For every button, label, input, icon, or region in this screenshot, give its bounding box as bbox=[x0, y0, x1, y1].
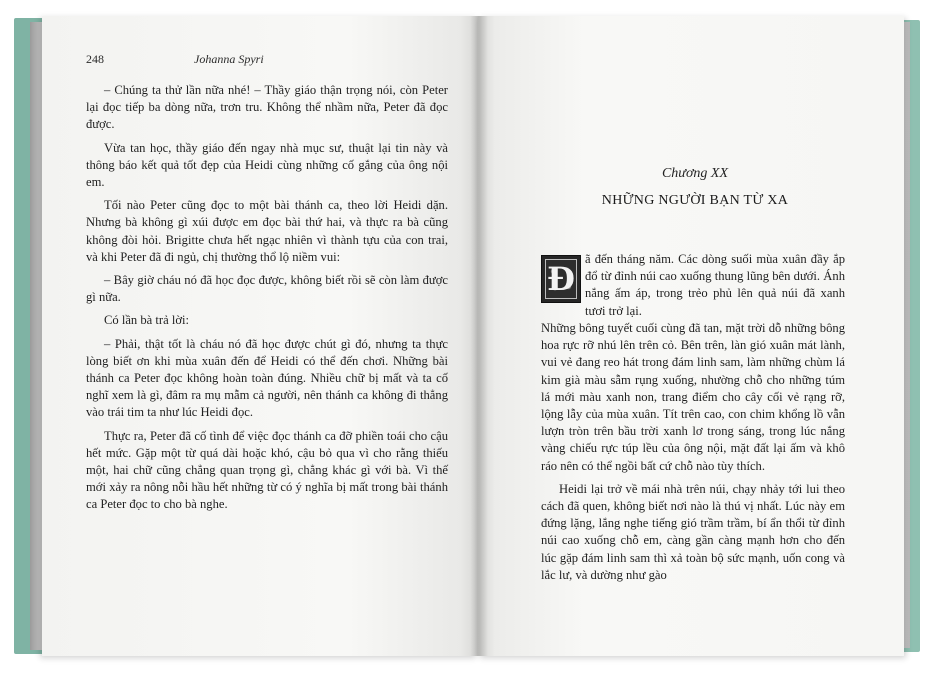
paragraph: Vừa tan học, thầy giáo đến ngay nhà mục sư, thuật lại tin này và thông báo kết quả tốt đẹp của Heidi cùng những cố gắng của ông nội em. bbox=[86, 140, 448, 190]
right-page-body bbox=[541, 320, 845, 590]
paragraph: Tối nào Peter cũng đọc to một bài thánh ca, theo lời Heidi dặn. Nhưng bà không gì xúi được em đọc bài thứ hai, và thực ra bà cũng không đòi hỏi. Brigitte chưa hết ngạc nhiên vì thành tựu của con trai, và khi Peter đã đi ngủ, chị thường thổ lộ niềm vui: bbox=[86, 198, 448, 264]
page-number: 248 bbox=[86, 52, 104, 66]
chapter-title: NHỮNG NGƯỜI BẠN TỪ XA bbox=[601, 193, 789, 208]
running-head-author: Johanna Spyri bbox=[194, 52, 264, 66]
ornamental-drop-cap bbox=[541, 255, 581, 303]
book-gutter bbox=[470, 16, 488, 656]
paragraph: Heidi lại trở về mái nhà trên núi, chạy nhảy tới lui theo cách đã quen, không biết nơi nào là thú vị nhất. Lúc này em đứng lặng, lắng nghe tiếng gió trầm trầm, bí ẩn thổi từ đỉnh núi cao xuống chỗ em, càng gần càng mạnh hơn cho đến lúc gặp đám linh sam thì xả toàn bộ sức mạnh, uốn cong và lắc lư, và dường như gào bbox=[541, 481, 845, 582]
paragraph: Có lần bà trả lời: bbox=[104, 313, 190, 328]
paragraph: Những bông tuyết cuối cùng đã tan, mặt trời dỗ những bông hoa rực rỡ nhú lên trên cỏ. Bên trên, làn gió xuân mát lành, vui vẻ đang reo hát trong đám linh sam, làm những chùm lá kim già màu sẫm rụng xuống, nhường chỗ cho những túm lá mới màu xanh non, trang điểm cho cây cối vẻ rạng rỡ, lộng lẫy của mùa xuân. Tít trên cao, con chim khổng lồ vẫn lượn tròn trên bầu trời xanh lơ trong sáng, trong lúc nắng vàng chiếu rực túp lều của ông nội, mặt đất lại ấm và khô ráo nên có thể ngồi bất cứ chỗ nào tùy thích. bbox=[541, 321, 845, 473]
paragraph: – Phải, thật tốt là cháu nó đã học được chút gì đó, nhưng ta thực lòng biết ơn khi mùa xuân đến để Heidi có thể đến chơi. Những bài thánh ca Peter đọc không hoàn toàn đúng. Nhiều chữ bị mất và ta cố nghĩ xem là gì, đâm ra mụ mẫm cả người, nên thánh ca không đi thẳng vào trái tim ta như lúc Heidi đọc. bbox=[86, 336, 448, 420]
paragraph: – Bây giờ cháu nó đã học đọc được, không biết rồi sẽ còn làm được gì nữa. bbox=[86, 273, 448, 305]
chapter-label: Chương XX bbox=[661, 166, 729, 181]
left-page-body bbox=[86, 82, 448, 520]
first-paragraph-opening: ã đến tháng năm. Các dòng suối mùa xuân đầy ắp đổ từ đỉnh núi cao xuống thung lũng bên dưới. Ánh nắng ấm áp, trong trẻo phủ lên quả núi đã xanh tươi trở lại. bbox=[585, 252, 845, 318]
paragraph: Thực ra, Peter đã cố tình để việc đọc thánh ca đỡ phiền toái cho cậu hết mức. Gặp một từ quá dài hoặc khó, cậu bỏ qua vì cho rằng thiếu một, hai chữ cũng chẳng quan trọng gì, chẳng khác gì với bà. Vì thế mới xảy ra nông nỗi hầu hết những từ có ý nghĩa bị mất trong bài thánh ca Peter đọc to cho bà nghe. bbox=[86, 428, 448, 512]
paragraph: – Chúng ta thử lần nữa nhé! – Thầy giáo thận trọng nói, còn Peter lại đọc tiếp ba dòng nữa, trơn tru. Không thể nhầm nữa, Peter đã đọc được. bbox=[86, 83, 448, 132]
drop-cap-letter: Đ bbox=[547, 260, 575, 298]
